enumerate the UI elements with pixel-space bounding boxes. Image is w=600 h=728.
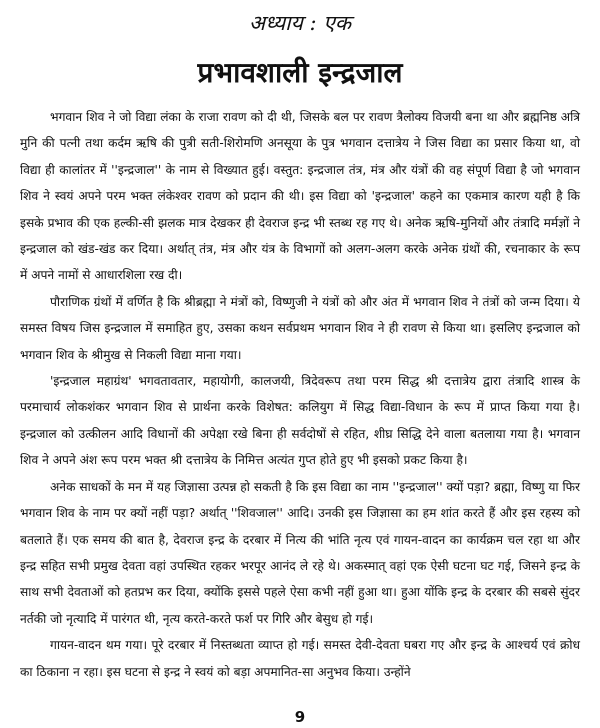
paragraph-3: 'इन्द्रजाल महाग्रंथ' भगवतावतार, महायोगी, कालजयी, त्रिदेवरूप तथा परम सिद्ध श्री दत्तात्रेय द्वारा तंत्रादि शास्त्र के परमाचार्य लोकशंकर भगवान शिव से प्रार्थना करके विशेषत: कलियुग में सिद्ध विद्या-विधान के रूप में प्राप्त किया गया है। इन्द्रजाल को उत्कीलन आदि विधानों की अपेक्षा रखे बिना ही सर्वदोषों से रहित, शीघ्र सिद्धि देने वाला बतलाया गया है। भगवान शिव ने अपने अंश रूप परम भक्त श्री दत्तात्रेय के निमित्त अत्यंत गुप्त होते हुए भी इसको प्रकट किया है।: [20, 374, 580, 468]
paragraph-2: पौराणिक ग्रंथों में वर्णित है कि श्रीब्रह्मा ने मंत्रों को, विष्णुजी ने यंत्रों को और अंत में भगवान शिव ने तंत्रों को जन्म दिया। ये समस्त विषय जिस इन्द्रजाल में समाहित हुए, उसका कथन सर्वप्रथम भगवान शिव ने ही रावण से किया था। इसलिए इन्द्रजाल को भगवान शिव के श्रीमुख से निकली विद्या माना गया।: [20, 294, 580, 362]
paragraph-1: भगवान शिव ने जो विद्या लंका के राजा रावण को दी थी, जिसके बल पर रावण त्रैलोक्य विजयी बना था और ब्रह्मनिष्ठ अत्रि मुनि की पत्नी तथा कर्दम ऋषि की पुत्री सती-शिरोमणि अनसूया के पुत्र भगवान दत्तात्रेय ने जिस विद्या का प्रसार किया था, वो विद्या ही कालांतर में ''इन्द्रजाल'' के नाम से विख्यात हुई। वस्तुत: इन्द्रजाल तंत्र, मंत्र और यंत्रों की वह संपूर्ण विद्या है जो भगवान शिव ने स्वयं अपने परम भक्त लंकेश्वर रावण को प्रदान की थी। इस विद्या को 'इन्द्रजाल' कहने का एकमात्र कारण यही है कि इसके प्रभाव की एक हल्की-सी झलक मात्र देखकर ही देवराज इन्द्र भी स्तब्ध रह गए थे। अनेक ऋषि-मुनियों और तंत्रादि मर्मज्ञों ने इन्द्रजाल को खंड-खंड कर दिया। अर्थात् तंत्र, मंत्र और यंत्र के विभागों को अलग-अलग करके अनेक ग्रंथों की, रचनाकार के रूप में अपने नामों से आधारशिला रख दी।: [20, 110, 580, 283]
page-number: 9: [294, 708, 306, 726]
body-text: [20, 104, 580, 685]
paragraph-4: अनेक साधकों के मन में यह जिज्ञासा उत्पन्न हो सकती है कि इस विद्या का नाम ''इन्द्रजाल'' क्यों पड़ा? ब्रह्मा, विष्णु या फिर भगवान शिव के नाम पर क्यों नहीं पड़ा? अर्थात् ''शिवजाल'' आदि। उनकी इस जिज्ञासा का हम शांत करते हैं और इस रहस्य को बतलाते हैं। एक समय की बात है, देवराज इन्द्र के दरबार में नित्य की भांति नृत्य एवं गायन-वादन का कार्यक्रम चल रहा था और इन्द्र सहित सभी प्रमुख देवता वहां उपस्थित रहकर भरपूर आनंद ले रहे थे। अकस्मात् वहां एक ऐसी घटना घट गई, जिसने इन्द्र के साथ सभी देवताओं को हतप्रभ कर दिया, क्योंकि इससे पहले ऐसा कभी नहीं हुआ था। हुआ योंकि इन्द्र के दरबार की सबसे सुंदर नर्तकी जो नृत्यादि में पारंगत थी, नृत्य करते-करते फर्श पर गिरि और बेसुध हो गई।: [20, 479, 580, 626]
paragraph-5: गायन-वादन थम गया। पूरे दरबार में निस्तब्धता व्याप्त हो गई। समस्त देवी-देवता घबरा गए और इन्द्र के आश्चर्य एवं क्रोध का ठिकाना न रहा। इस घटना से इन्द्र ने स्वयं को बड़ा अपमानित-सा अनुभव किया। उन्होंने: [20, 638, 580, 679]
page-title: प्रभावशाली इन्द्रजाल: [197, 56, 403, 89]
chapter-heading: अध्याय : एक: [249, 11, 351, 35]
